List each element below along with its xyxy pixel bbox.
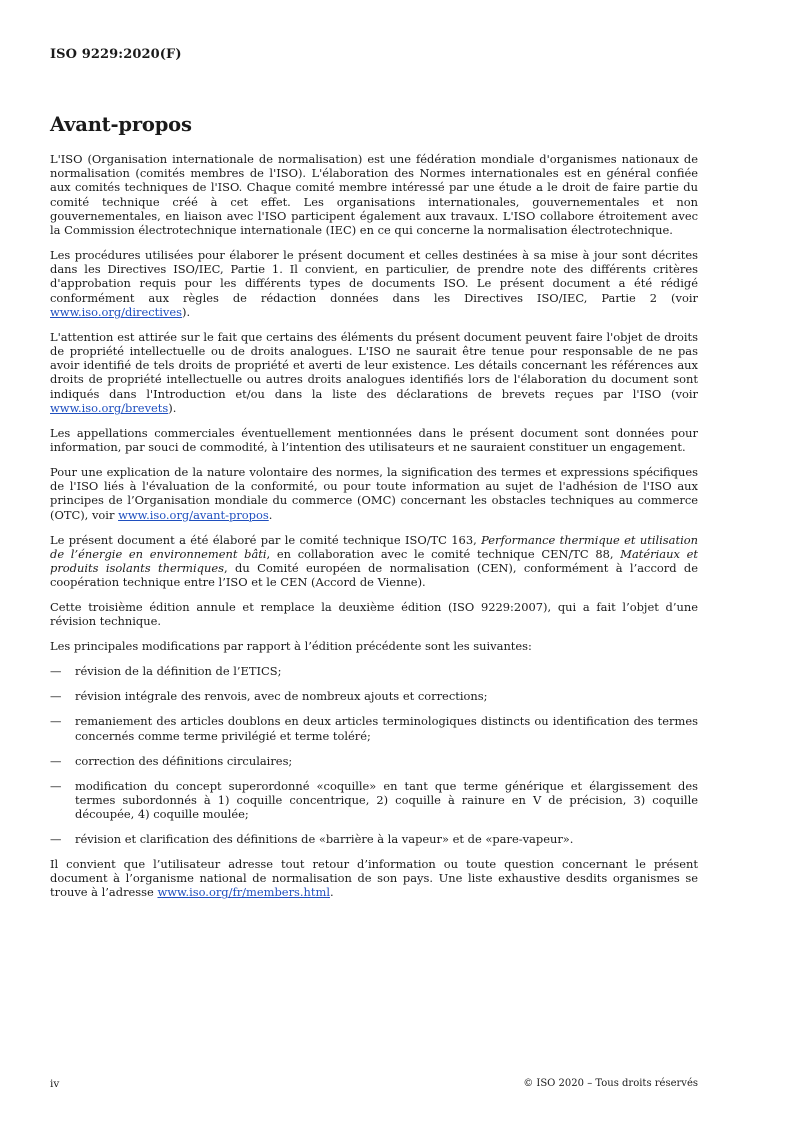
page-number: iv <box>50 1078 60 1090</box>
list-item <box>50 664 698 678</box>
list-item <box>50 689 698 703</box>
paragraph-text: , en collaboration avec le comité technique CEN/TC 88, <box>266 546 621 561</box>
list-dash: — <box>50 664 62 679</box>
paragraph-committee <box>50 533 698 590</box>
paragraph-text: Les procédures utilisées pour élaborer le présent document et celles destinées à sa mise à jour sont décrites dans les Directives ISO/IEC, Partie 1. Il convient, en particulier, de prendre note des différents critères d'approbation requis pour les différents types de documents ISO. Le présent document a été rédigé conformément aux règles de rédaction données dans les Directives ISO/IEC, Partie 2 (voir <box>50 248 698 305</box>
paragraph-patents <box>50 330 698 415</box>
link-avant-propos[interactable]: www.iso.org/avant-propos <box>118 507 269 522</box>
list-dash: — <box>50 689 62 704</box>
list-item-text: révision de la définition de l’ETICS; <box>75 664 282 679</box>
list-item <box>50 714 698 742</box>
list-item-text: correction des définitions circulaires; <box>75 753 293 768</box>
link-brevets[interactable]: www.iso.org/brevets <box>50 400 169 415</box>
document-id: ISO 9229:2020(F) <box>50 47 182 62</box>
paragraph-trade-names: Les appellations commerciales éventuellement mentionnées dans le présent document sont données pour information, par souci de commodité, à l’intention des utilisateurs et ne sauraient constituer un engagement. <box>50 425 698 455</box>
list-item-text: révision et clarification des définitions de «barrière à la vapeur» et de «pare-vapeur». <box>75 832 574 847</box>
paragraph-text: Il convient que l’utilisateur adresse tout retour d’information ou toute question concernant le présent document à l’organisme national de normalisation de son pays. Une liste exhaustive desdits organismes se trouve à l’adresse <box>50 857 698 900</box>
committee-title-italic: Performance thermique et utilisation de l’énergie en environnement bâti <box>50 532 698 561</box>
paragraph-procedures <box>50 248 698 319</box>
document-body <box>50 152 698 910</box>
paragraph-text: ). <box>168 400 177 415</box>
copyright-notice: © ISO 2020 – Tous droits réservés <box>523 1078 698 1089</box>
paragraph-text: Pour une explication de la nature volontaire des normes, la signification des termes et expressions spécifiques de l'ISO liés à l'évaluation de la conformité, ou pour toute information au sujet de l'adhésion de l'ISO aux principes de l’Organisation mondiale du commerce (OMC) concernant les obstacles techniques au commerce (OTC), voir <box>50 465 698 522</box>
paragraph-text: ). <box>182 304 191 319</box>
list-item-text: modification du concept superordonné «coquille» en tant que terme générique et élargissement des termes subordonnés à 1) coquille concentrique, 2) coquille à rainure en V de précision, 3) coquille découpée, 4) coquille moulée; <box>75 778 698 822</box>
link-members[interactable]: www.iso.org/fr/members.html <box>157 885 331 900</box>
changes-list <box>50 664 698 846</box>
paragraph-text: L'attention est attirée sur le fait que certains des éléments du présent document peuvent faire l'objet de droits de propriété intellectuelle ou de droits analogues. L'ISO ne saurait être tenue pour responsable de ne pas avoir identifié de tels droits de propriété et averti de leur existence. Les détails concernant les références aux droits de propriété intellectuelle ou autres droits analogues identifiés lors de l'élaboration du document sont indiqués dans l'Introduction et/ou dans la liste des déclarations de brevets reçues par l'ISO (voir <box>50 329 698 401</box>
list-dash: — <box>50 832 62 847</box>
link-directives[interactable]: www.iso.org/directives <box>50 304 182 319</box>
paragraph-text: , du Comité européen de normalisation (CEN), conformément à l’accord de coopération technique entre l’ISO et le CEN (Accord de Vienne). <box>50 561 698 590</box>
paragraph-edition: Cette troisième édition annule et remplace la deuxième édition (ISO 9229:2007), qui a fait l’objet d’une révision technique. <box>50 600 698 629</box>
paragraph-changes-intro: Les principales modifications par rapport à l’édition précédente sont les suivantes: <box>50 639 532 654</box>
list-dash: — <box>50 714 62 729</box>
list-item <box>50 832 698 846</box>
cen-committee-title-italic: Matériaux et produits isolants thermiques <box>50 546 699 576</box>
paragraph-voluntary-nature <box>50 465 698 522</box>
paragraph-text: . <box>330 885 334 900</box>
list-item-text: révision intégrale des renvois, avec de nombreux ajouts et corrections; <box>75 689 488 704</box>
list-dash: — <box>50 753 62 768</box>
page-title: Avant-propos <box>50 113 192 136</box>
paragraph-feedback <box>50 857 698 900</box>
paragraph-iso-intro: L'ISO (Organisation internationale de normalisation) est une fédération mondiale d'organismes nationaux de normalisation (comités membres de l'ISO). L'élaboration des Normes internationales est en général confiée aux comités techniques de l'ISO. Chaque comité membre intéressé par une étude a le droit de faire partie du comité technique créé à cet effet. Les organisations internationales, gouvernementales et non gouvernementales, en liaison avec l'ISO participent également aux travaux. L'ISO collabore étroitement avec la Commission électrotechnique internationale (IEC) en ce qui concerne la normalisation électrotechnique. <box>50 152 698 238</box>
paragraph-text: Le présent document a été élaboré par le comité technique ISO/TC 163, <box>50 532 482 547</box>
list-dash: — <box>50 778 62 793</box>
paragraph-text: . <box>268 507 273 522</box>
list-item <box>50 754 698 768</box>
list-item-text: remaniement des articles doublons en deux articles terminologiques distincts ou identification des termes concernés comme terme privilégié et terme toléré; <box>75 714 698 743</box>
list-item <box>50 779 698 822</box>
